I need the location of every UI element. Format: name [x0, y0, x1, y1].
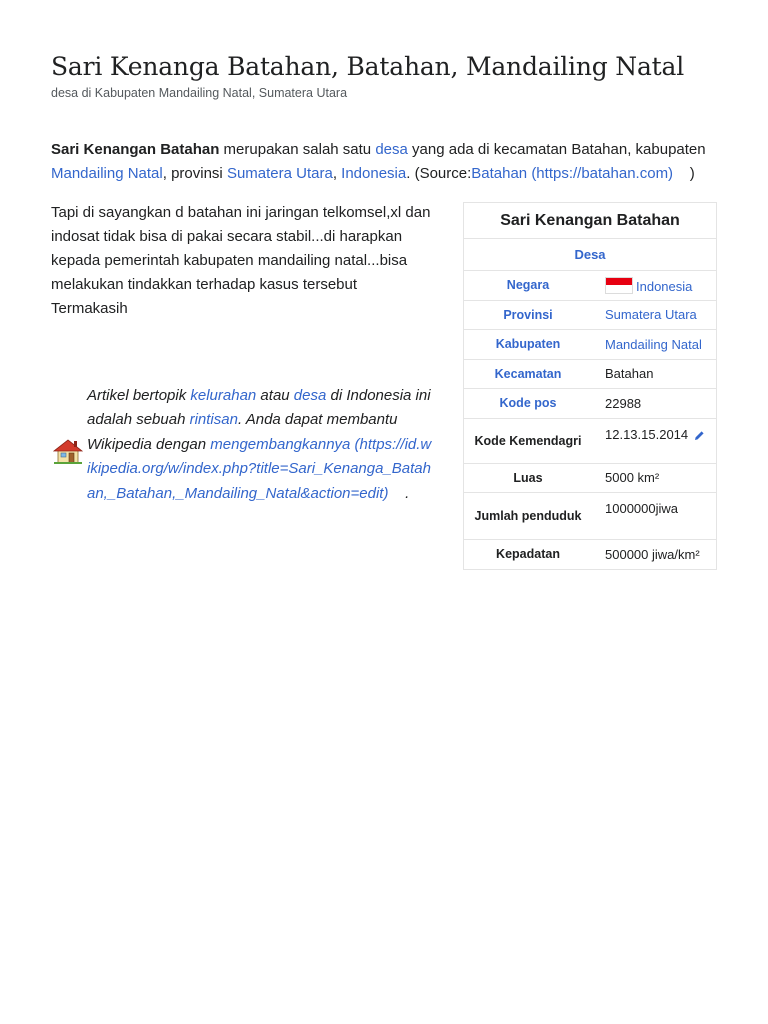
infobox-type-link[interactable]: Desa: [464, 239, 717, 271]
stub-text-part: Artikel bertopik: [87, 387, 191, 404]
link-source-batahan[interactable]: Batahan (https://batahan.com): [471, 165, 674, 182]
link-indonesia[interactable]: Indonesia: [341, 165, 407, 182]
value-luas: 5000 km²: [592, 463, 717, 493]
label-kodepos[interactable]: Kode pos: [464, 389, 593, 419]
infobox: [463, 202, 717, 570]
body-paragraph: Tapi di sayangkan d batahan ini jaringan telkomsel,xl dan indosat tidak bisa di pakai secara stabil...di harapkan kepada pemerintah kabupaten mandailing natal...bisa melakukan tindakkan terhadap kasus tersebut Termakasih: [51, 204, 431, 317]
value-kabupaten[interactable]: Mandailing Natal: [605, 336, 702, 352]
indonesia-flag-icon: [605, 277, 633, 294]
lead-text: ): [673, 165, 695, 182]
link-edit-article[interactable]: mengembangkannya (https://id.wikipedia.org/w/index.php?title=Sari_Kenanga_Batahan,_Batahan,_Mandailing_Natal&action=edit): [87, 435, 432, 502]
lead-text: ,: [332, 165, 342, 182]
value-negara[interactable]: Indonesia: [636, 278, 693, 294]
link-desa-stub[interactable]: desa: [293, 387, 327, 404]
value-kabupaten-cell: [592, 330, 717, 360]
label-provinsi[interactable]: Provinsi: [464, 300, 593, 330]
lead-text: . (Source:: [406, 165, 472, 182]
infobox-row-provinsi: [464, 300, 717, 330]
stub-text-part: . Anda dapat membantu Wikipedia dengan: [87, 411, 398, 453]
link-rintisan[interactable]: rintisan: [189, 411, 238, 429]
infobox-row-penduduk: [464, 493, 717, 540]
infobox-row-kabupaten: [464, 330, 717, 360]
link-kelurahan[interactable]: kelurahan: [190, 387, 257, 404]
infobox-row-kodepos: [464, 389, 717, 419]
label-kabupaten[interactable]: Kabupaten: [464, 330, 593, 360]
link-desa[interactable]: desa: [375, 141, 408, 158]
stub-text-part: atau: [256, 387, 294, 404]
label-negara[interactable]: Negara: [464, 271, 593, 301]
infobox-row-luas: [464, 463, 717, 493]
house-icon: [53, 438, 83, 464]
label-luas: Luas: [464, 463, 593, 493]
link-batahan[interactable]: Batahan: [571, 141, 628, 158]
stub-text-part: .: [388, 484, 410, 502]
edit-pencil-icon[interactable]: [694, 430, 705, 441]
lead-paragraph: [51, 138, 731, 186]
value-provinsi-cell: [592, 300, 717, 330]
lead-text: merupakan salah satu: [219, 141, 376, 158]
link-mandailing-natal[interactable]: Mandailing Natal: [51, 165, 163, 182]
value-kecamatan: Batahan: [592, 359, 717, 389]
label-kemendagri: Kode Kemendagri: [464, 418, 593, 463]
page-subtitle: desa di Kabupaten Mandailing Natal, Sumatera Utara: [51, 86, 348, 100]
stub-text-part: di Indonesia ini adalah sebuah: [87, 387, 431, 429]
value-negara-cell: [592, 271, 717, 301]
label-kepadatan: Kepadatan: [464, 540, 593, 570]
value-penduduk: 1000000jiwa: [592, 493, 717, 540]
infobox-title: Sari Kenangan Batahan: [500, 211, 680, 229]
value-kemendagri: 12.13.15.2014: [605, 426, 689, 442]
value-kepadatan: 500000 jiwa/km²: [592, 540, 717, 570]
lead-text: yang ada di kecamatan: [407, 141, 572, 158]
value-kodepos: 22988: [592, 389, 717, 419]
infobox-row-kecamatan: [464, 359, 717, 389]
label-kecamatan[interactable]: Kecamatan: [464, 359, 593, 389]
lead-text: , provinsi: [162, 165, 227, 182]
infobox-row-kepadatan: [464, 540, 717, 570]
infobox-row-kemendagri: [464, 418, 717, 463]
value-kemendagri-cell: [592, 418, 717, 463]
lead-text: , kabupaten: [627, 141, 706, 158]
link-sumatera-utara[interactable]: Sumatera Utara: [226, 165, 333, 182]
stub-text: [87, 384, 432, 506]
page-title: Sari Kenanga Batahan, Batahan, Mandailing Natal: [51, 52, 685, 81]
value-provinsi[interactable]: Sumatera Utara: [605, 307, 697, 323]
village-name: Sari Kenangan Batahan: [51, 141, 220, 158]
infobox-row-negara: [464, 271, 717, 301]
label-penduduk: Jumlah penduduk: [464, 493, 593, 540]
